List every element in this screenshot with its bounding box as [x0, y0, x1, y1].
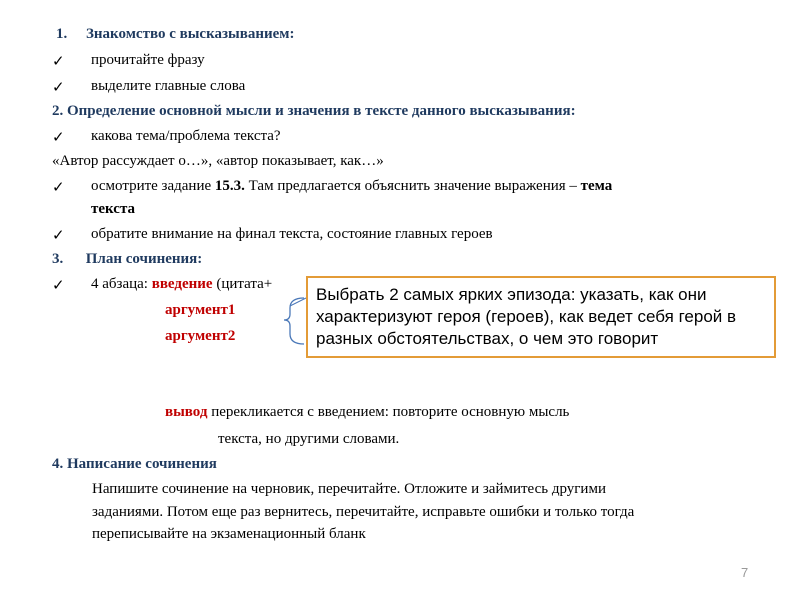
quote-line: «Автор рассуждает о…», «автор показывает, как…» — [52, 153, 384, 169]
intro-suffix: (цитата+ — [212, 276, 273, 292]
checkmark-icon: ✓ — [52, 178, 65, 196]
callout-text: Выбрать 2 самых ярких эпизода: указать, как они характеризуют героя (героев), как ведет себя герой в разных обстоятельствах, о чем это говорит — [316, 285, 737, 348]
list-item: прочитайте фразу — [91, 52, 205, 68]
checkmark-icon: ✓ — [52, 78, 65, 96]
conclusion-text: перекликается с введением: повторите основную мысль — [207, 404, 570, 420]
argument-1-label: аргумент1 — [165, 302, 236, 318]
conclusion-label: вывод — [165, 404, 208, 420]
list-item: выделите главные слова — [91, 78, 246, 94]
checkmark-icon: ✓ — [52, 226, 65, 244]
section-4-heading: 4. Написание сочинения — [52, 456, 217, 472]
item-text: осмотрите задание — [91, 178, 215, 194]
argument-2-label: аргумент2 — [165, 328, 236, 344]
task-number: 15.3. — [214, 178, 245, 194]
callout-box — [306, 276, 776, 358]
conclusion-line-2: текста, но другими словами. — [218, 431, 400, 447]
bold-term: тема — [580, 178, 613, 194]
paragraph-line: заданиями. Потом еще раз вернитесь, перечитайте, исправьте ошибки и только тогда — [92, 504, 635, 520]
list-item — [91, 178, 612, 195]
item-text: 4 абзаца: — [91, 276, 152, 292]
section-1-heading: 1. Знакомство с высказыванием: — [56, 26, 295, 42]
plan-item — [91, 276, 272, 293]
paragraph-line: переписывайте на экзаменационный бланк — [92, 526, 366, 542]
checkmark-icon: ✓ — [52, 276, 65, 294]
page-number: 7 — [741, 565, 749, 580]
intro-label: введение — [151, 276, 213, 292]
item-text: Там предлагается объяснить значение выражения – — [244, 178, 581, 194]
bold-term-continued: текста — [91, 201, 136, 217]
list-item: обратите внимание на финал текста, состояние главных героев — [91, 226, 493, 242]
checkmark-icon: ✓ — [52, 128, 65, 146]
checkmark-icon: ✓ — [52, 52, 65, 70]
section-2-heading: 2. Определение основной мысли и значения в тексте данного высказывания: — [52, 103, 576, 119]
section-3-heading: 3. План сочинения: — [52, 251, 203, 267]
paragraph-line: Напишите сочинение на черновик, перечитайте. Отложите и займитесь другими — [92, 481, 606, 497]
list-item: какова тема/проблема текста? — [91, 128, 281, 144]
conclusion-line — [165, 404, 569, 421]
